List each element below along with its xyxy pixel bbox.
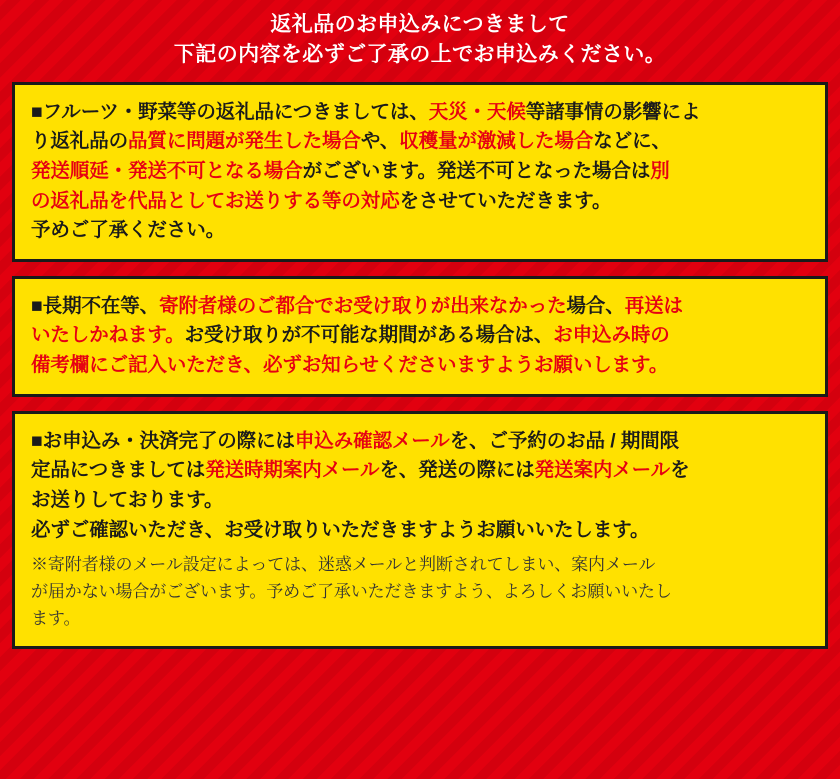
notice-text: や、 bbox=[360, 130, 400, 153]
emphasis-text: 別 bbox=[650, 159, 670, 182]
header-line-1: 返礼品のお申込みにつきまして bbox=[270, 13, 570, 36]
notice-text: お受け取りが不可能な期間がある場合は、 bbox=[184, 324, 554, 347]
notice-line bbox=[31, 98, 809, 128]
notice-text: を、発送の際には bbox=[379, 459, 535, 482]
emphasis-text: 再送は bbox=[624, 294, 683, 317]
notice-line bbox=[31, 516, 809, 546]
emphasis-text: 発送順延・発送不可となる場合 bbox=[31, 159, 303, 182]
notice-text: 定品につきましては bbox=[31, 459, 206, 482]
emphasis-text: 申込み確認メール bbox=[294, 429, 450, 452]
emphasis-text: いたしかねます。 bbox=[31, 324, 185, 347]
emphasis-text: 備考欄にご記入いただき、必ずお知らせくださいますようお願いします。 bbox=[31, 354, 669, 376]
header-line-2: 下記の内容を必ずご了承の上でお申込みください。 bbox=[173, 42, 667, 66]
emphasis-text: 収穫量が激減した場合 bbox=[399, 130, 594, 153]
notice-text: ■お申込み・決済完了の際には bbox=[31, 429, 295, 452]
notice-text: を bbox=[670, 459, 690, 482]
notice-line bbox=[31, 486, 809, 516]
notice-text: を、ご予約のお品 / 期間限 bbox=[449, 429, 680, 452]
emphasis-text: 発送時期案内メール bbox=[205, 459, 380, 482]
emphasis-text: 発送案内メール bbox=[534, 459, 671, 482]
emphasis-text: 品質に問題が発生した場合 bbox=[128, 130, 361, 153]
notice-footnote-line: が届かない場合がございます。予めご了承いただきますよう、よろしくお願いいたし bbox=[31, 581, 672, 601]
notice-line bbox=[31, 292, 809, 322]
notice-text: 場合、 bbox=[566, 294, 625, 317]
notice-footnote bbox=[31, 552, 809, 633]
notice-text: 予めご了承ください。 bbox=[31, 219, 226, 242]
notice-footnote-line: ※寄附者様のメール設定によっては、迷惑メールと判断されてしまい、案内メール bbox=[31, 555, 656, 575]
notice-line bbox=[31, 456, 809, 486]
notice-line bbox=[31, 216, 809, 246]
notice-line bbox=[31, 351, 809, 381]
notice-line bbox=[31, 321, 809, 351]
notice-footnote-line: ます。 bbox=[31, 608, 81, 628]
notice-text: お送りしております。 bbox=[31, 488, 224, 511]
notice-panel-absence-redelivery bbox=[12, 276, 828, 397]
notice-line bbox=[31, 427, 809, 457]
notice-panel-fruit-vegetable bbox=[12, 82, 828, 262]
notice-text: などに、 bbox=[593, 130, 671, 153]
notice-panel-email-notification bbox=[12, 411, 828, 649]
emphasis-text: 寄附者様のご都合でお受け取りが出来なかった bbox=[159, 294, 567, 317]
notice-line bbox=[31, 127, 809, 157]
emphasis-text: の返礼品を代品としてお送りする等の対応 bbox=[31, 189, 400, 212]
notice-text: ■フルーツ・野菜等の返礼品につきましては、 bbox=[31, 100, 429, 123]
notice-text: をさせていただきます。 bbox=[399, 189, 612, 212]
notice-line bbox=[31, 187, 809, 217]
banner-header bbox=[12, 0, 828, 82]
notice-text: ■長期不在等、 bbox=[31, 294, 160, 317]
emphasis-text: 天災・天候 bbox=[428, 100, 526, 123]
notice-text: 等諸事情の影響によ bbox=[525, 100, 701, 123]
notice-text: がございます。発送不可となった場合は bbox=[302, 159, 651, 182]
notice-text: り返礼品の bbox=[31, 130, 129, 153]
notice-line bbox=[31, 157, 809, 187]
emphasis-text: お申込み時の bbox=[553, 324, 670, 347]
notice-text: 必ずご確認いただき、お受け取りいただきますようお願いいたします。 bbox=[31, 518, 650, 541]
